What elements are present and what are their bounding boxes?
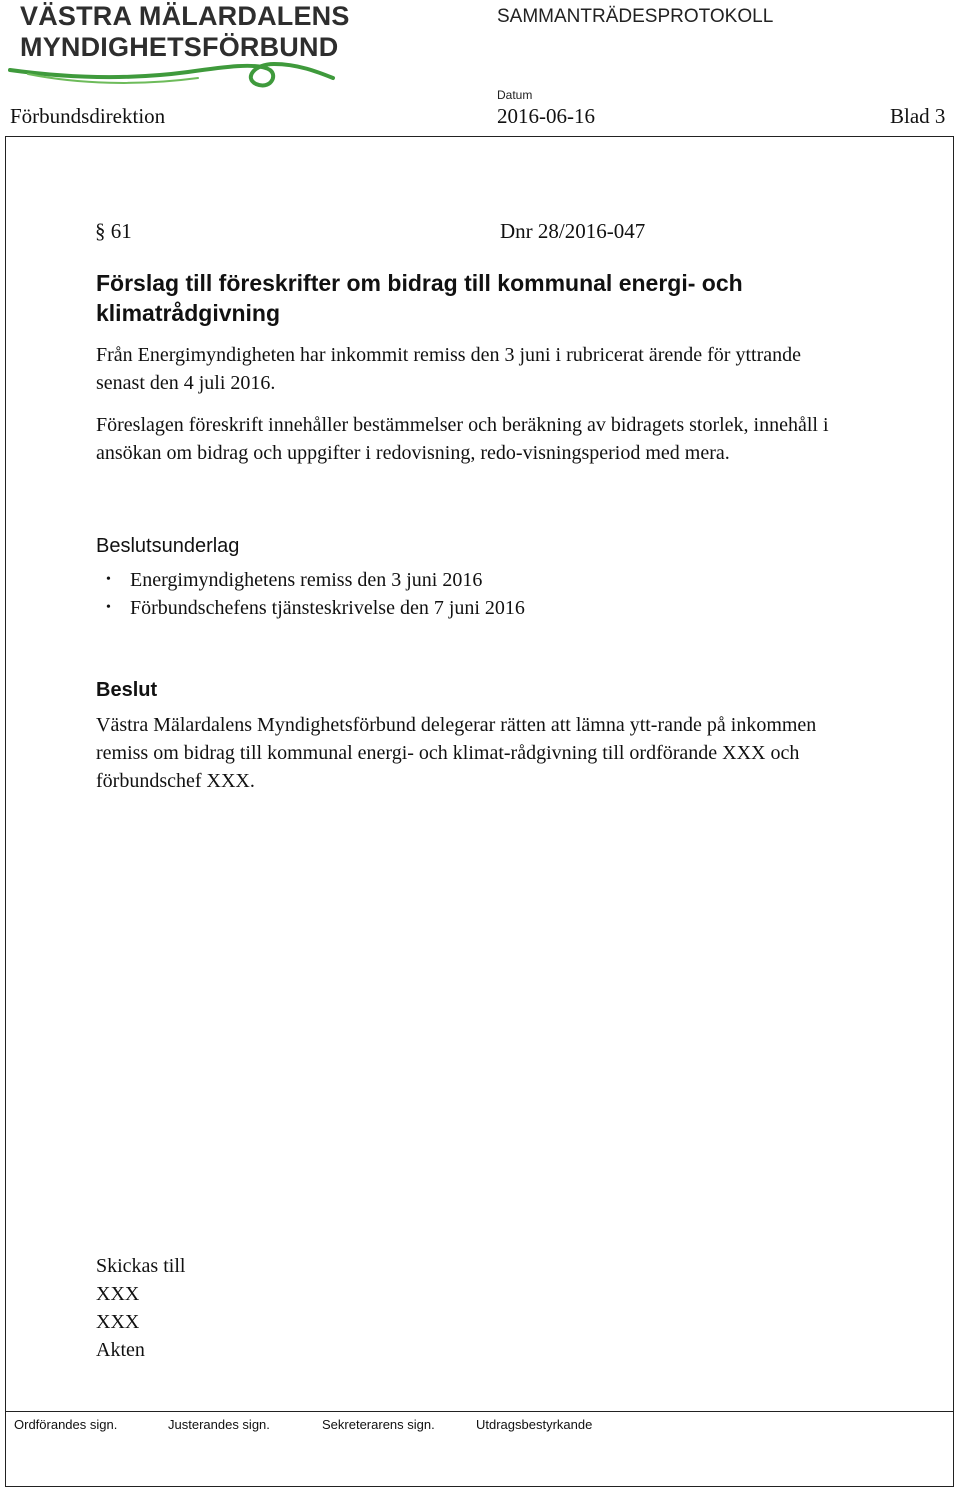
list-item (96, 594, 525, 622)
logo-line-2: MYNDIGHETSFÖRBUND (20, 32, 339, 62)
adjuster-signature-label: Justerandes sign. (168, 1417, 270, 1432)
paragraph-number: § 61 (95, 219, 132, 243)
list-item (96, 566, 525, 594)
bullet-icon: • (106, 600, 111, 615)
footer-divider (5, 1411, 954, 1412)
document-type: SAMMANTRÄDESPROTOKOLL (497, 6, 774, 27)
send-to-block (96, 1252, 185, 1364)
decision-heading: Beslut (96, 679, 158, 701)
chair-signature-label: Ordförandes sign. (14, 1417, 118, 1432)
secretary-signature-label: Sekreterarens sign. (322, 1417, 435, 1432)
organization-logo (8, 0, 350, 110)
decision-basis-list (96, 566, 525, 622)
paragraph-2: Föreslagen föreskrift innehåller bestämmelser och beräkning av bidragets storlek, innehåll i ansökan om bidrag och uppgifter i redovisning, redo-visningsperiod med mera. (96, 414, 829, 464)
paragraph-1: Från Energimyndigheten har inkommit remiss den 3 juni i rubricerat ärende för yttrande senast den 4 juli 2016. (96, 344, 801, 394)
committee-name: Förbundsdirektion (10, 104, 166, 128)
recipient: XXX (96, 1283, 140, 1305)
bullet-icon: • (106, 572, 111, 587)
meeting-date: 2016-06-16 (497, 104, 595, 128)
registry-number: Dnr 28/2016-047 (500, 219, 646, 243)
extract-certification-label: Utdragsbestyrkande (476, 1417, 593, 1432)
recipient: XXX (96, 1311, 140, 1333)
recipient: Akten (96, 1339, 145, 1361)
decision-text: Västra Mälardalens Myndighetsförbund delegerar rätten att lämna ytt-rande på inkommen remiss om bidrag till kommunal energi- och klimat-rådgivning till ordförande XXX och förbundschef XXX. (96, 714, 817, 792)
list-item-text: Energimyndighetens remiss den 3 juni 2016 (130, 569, 483, 591)
send-to-heading: Skickas till (96, 1255, 186, 1277)
logo-line-1: VÄSTRA MÄLARDALENS (20, 1, 350, 31)
date-label: Datum (497, 88, 533, 102)
decision-basis-heading: Beslutsunderlag (96, 535, 240, 557)
item-title: Förslag till föreskrifter om bidrag till kommunal energi- och klimatrådgivning (96, 270, 743, 326)
list-item-text: Förbundschefens tjänsteskrivelse den 7 juni 2016 (130, 597, 525, 619)
page-number: Blad 3 (890, 104, 946, 128)
logo-swoosh-icon (8, 58, 338, 108)
